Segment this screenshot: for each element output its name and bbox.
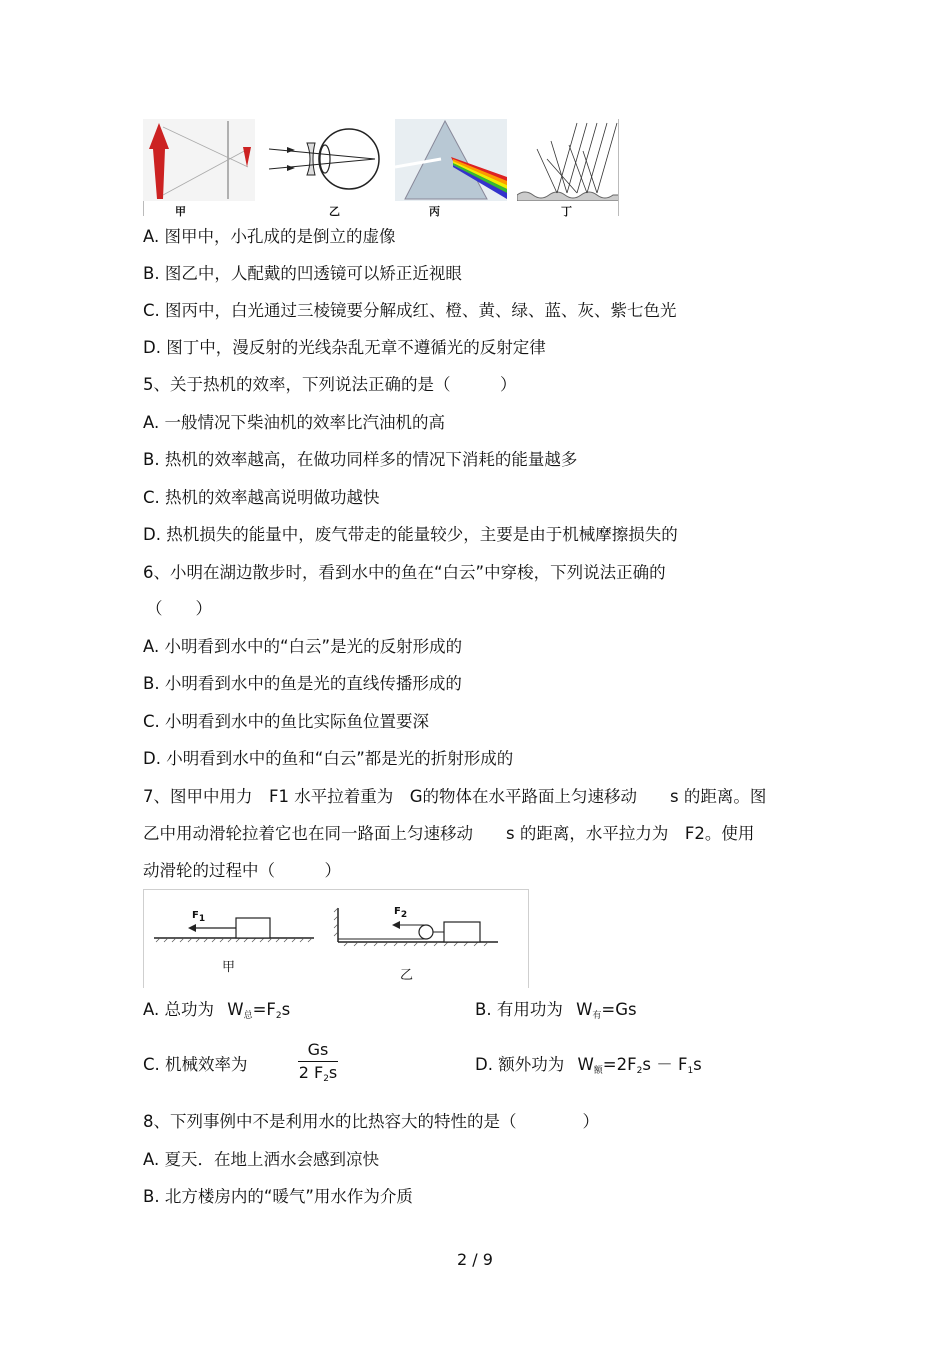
diffuse-reflection-figure: [517, 119, 619, 201]
q8-option-a: A. 夏天．在地上洒水会感到凉快: [143, 1150, 379, 1169]
q7-stem-line3: 动滑轮的过程中（ ）: [143, 861, 341, 880]
q5-option-d: D. 热机损失的能量中，废气带走的能量较少，主要是由于机械摩擦损失的: [143, 525, 678, 544]
q5-option-a: A. 一般情况下柴油机的效率比汽油机的高: [143, 413, 445, 432]
q6-stem: 6、小明在湖边散步时，看到水中的鱼在“白云”中穿梭，下列说法正确的: [143, 563, 666, 582]
q8-stem: 8、下列事例中不是利用水的比热容大的特性的是（ ）: [143, 1112, 599, 1131]
q5-option-c: C. 热机的效率越高说明做功越快: [143, 488, 380, 507]
prism-figure: [395, 119, 507, 201]
q6-option-a: A. 小明看到水中的“白云”是光的反射形成的: [143, 637, 463, 656]
page-number: 2 / 9: [457, 1250, 493, 1269]
f2-label: F2: [394, 906, 408, 920]
figure-caption: 甲: [175, 205, 186, 218]
q7-option-c: C. 机械效率为: [143, 1055, 248, 1074]
q6-stem-bracket: （ ）: [146, 599, 212, 618]
figure-caption-left: 甲: [222, 960, 236, 975]
pulley-figure: [143, 889, 529, 988]
optics-figure-strip: [143, 119, 619, 216]
figure-caption: 乙: [329, 205, 340, 218]
q7-option-d: D. 额外功为 $W_额=2F_2s - F_1s$: [475, 1055, 702, 1076]
efficiency-fraction: Gs 2 $F_2s$: [298, 1040, 338, 1084]
q6-option-b: B. 小明看到水中的鱼是光的直线传播形成的: [143, 674, 462, 693]
q4-option-d: D. 图丁中，漫反射的光线杂乱无章不遵循光的反射定律: [143, 338, 546, 357]
f1-label: F1: [192, 910, 206, 924]
eye-lens-figure: [267, 119, 383, 201]
pinhole-image-figure: [143, 119, 255, 201]
q4-option-a: A. 图甲中，小孔成的是倒立的虚像: [143, 227, 396, 246]
q4-option-c: C. 图丙中，白光通过三棱镜要分解成红、橙、黄、绿、蓝、灰、紫七色光: [143, 301, 677, 320]
q7-option-a: A. 总功为 $W_总=F_2s$: [143, 1000, 291, 1021]
pulley-diagram: [144, 890, 528, 988]
q5-stem: 5、关于热机的效率，下列说法正确的是（ ）: [143, 375, 517, 394]
q7-stem-line1: 7、图甲中用力 F1 水平拉着重为 G的物体在水平路面上匀速移动 s 的距离。图: [143, 787, 767, 806]
q7-stem-line2: 乙中用动滑轮拉着它也在同一路面上匀速移动 s 的距离，水平拉力为 F2。使用: [143, 824, 755, 843]
q6-option-d: D. 小明看到水中的鱼和“白云”都是光的折射形成的: [143, 749, 514, 768]
figure-caption-right: 乙: [400, 968, 414, 983]
figure-caption: 丁: [561, 205, 572, 218]
q7-option-b: B. 有用功为 $W_有=Gs$: [475, 1000, 637, 1021]
q8-option-b: B. 北方楼房内的“暖气”用水作为介质: [143, 1187, 413, 1206]
figure-caption: 丙: [429, 205, 440, 218]
q5-option-b: B. 热机的效率越高，在做功同样多的情况下消耗的能量越多: [143, 450, 578, 469]
q6-option-c: C. 小明看到水中的鱼比实际鱼位置要深: [143, 712, 430, 731]
q4-option-b: B. 图乙中，人配戴的凹透镜可以矫正近视眼: [143, 264, 462, 283]
